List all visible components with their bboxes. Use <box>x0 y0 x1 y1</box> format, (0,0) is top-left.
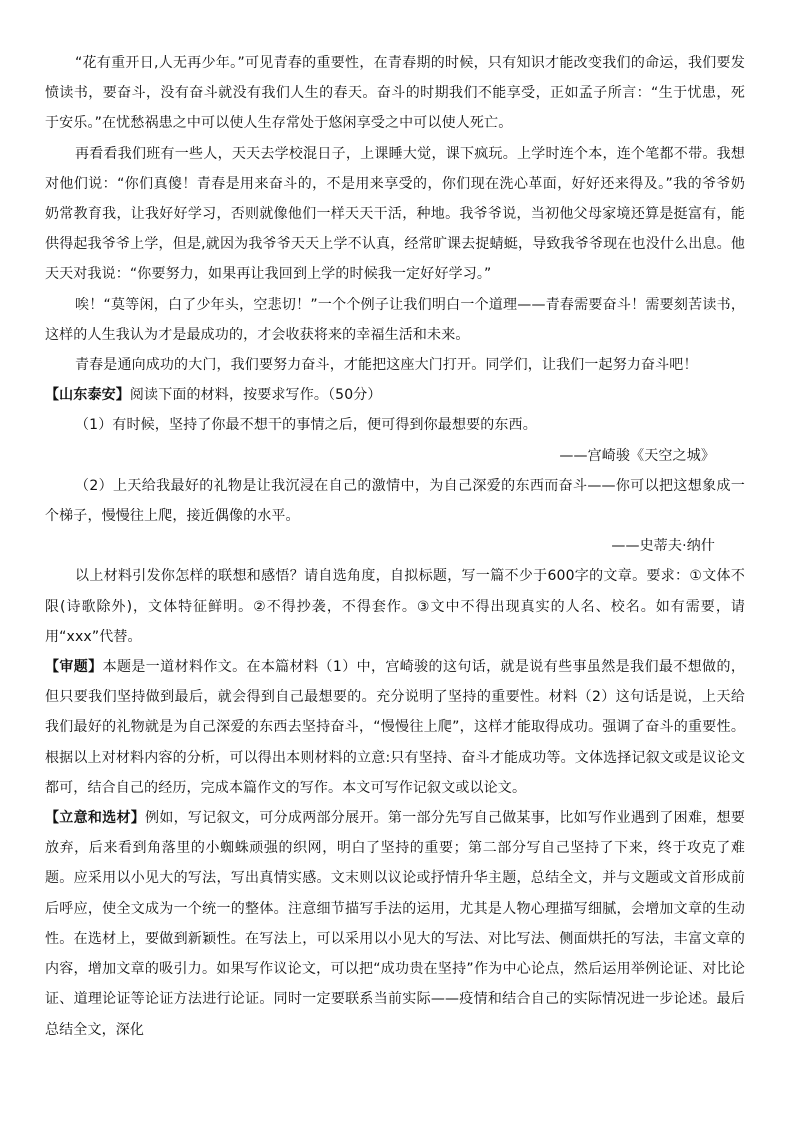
approach-paragraph <box>45 803 745 1045</box>
approach-text: 例如，写记叙文，可分成两部分展开。第一部分先写自己做某事，比如写作业遇到了困难，想要放弃，后来看到角落里的小蜘蛛顽强的织网，明白了坚持的重要；第二部分写自己坚持了下来，终于攻克了难题。应采用以小见大的写法，写出真情实感。文末则以议论或抒情升华主题，总结全文，并与文题或文首形成前后呼应，使全文成为一个统一的整体。注意细节描写手法的运用，尤其是人物心理描写细腻，会增加文章的生动性。在选材上，要做到新颖性。在写法上，可以采用以小见大的写法、对比写法、侧面烘托的写法，丰富文章的内容，增加文章的吸引力。如果写作议论文，可以把“成功贵在坚持”作为中心论点，然后运用举例论证、对比论证、道理论证等论证方法进行论证。同时一定要联系当前实际——疫情和结合自己的实际情况进一步论述。最后总结全文，深化 <box>45 810 745 1038</box>
essay-paragraph-1: “花有重开日,人无再少年。”可见青春的重要性，在青春期的时候，只有知识才能改变我们的命运，我们要发愤读书，要奋斗，没有奋斗就没有我们人生的春天。奋斗的时期我们不能享受，正如孟子所言：“生于忧患，死于安乐。”在忧愁祸患之中可以使人生存常处于悠闲享受之中可以使人死亡。 <box>45 55 745 132</box>
material-1-source: ——宫崎骏《天空之城》 <box>559 447 715 464</box>
material-2-source: ——史蒂夫·纳什 <box>611 538 715 555</box>
analysis-text: 本题是一道材料作文。在本篇材料（1）中，宫崎骏的这句话，就是说有些事虽然是我们最不想做的，但只要我们坚持做到最后，就会得到自己最想要的。充分说明了坚持的重要性。材料（2）这句话是说，上天给我们最好的礼物就是为自己深爱的东西去坚持奋斗，“慢慢往上爬”，这样才能取得成功。强调了奋斗的重要性。根据以上对材料内容的分析，可以得出本则材料的立意:只有坚持、奋斗才能成功等。文体选择记叙文或是议论文都可，结合自己的经历，完成本篇作文的写作。本文可写作记叙文或以论文。 <box>45 659 745 796</box>
essay-paragraph-2: 再看看我们班有一些人，天天去学校混日子，上课睡大觉，课下疯玩。上学时连个本，连个笔都不带。我想对他们说：“你们真傻！青春是用来奋斗的，不是用来享受的，你们现在洗心革面，好好还来得及。”我的爷爷奶奶常教育我，让我好好学习，否则就像他们一样天天干活，种地。我爷爷说，当初他父母家境还算是挺富有，能供得起我爷爷上学，但是,就因为我爷爷天天上学不认真，经常旷课去捉蜻蜓，导致我爷爷现在也没什么出息。他天天对我说：“你要努力，如果再让我回到上学的时候我一定好好学习。” <box>45 145 745 283</box>
essay-paragraph-3: 唉！“莫等闲，白了少年头，空悲切！”一个个例子让我们明白一个道理——青春需要奋斗！需要刻苦读书，这样的人生我认为才是最成功的，才会收获将来的幸福生活和未来。 <box>45 296 745 343</box>
material-2: （2）上天给我最好的礼物是让我沉浸在自己的激情中，为自己深爱的东西而奋斗——你可以把这想象成一个梯子，慢慢往上爬，接近偶像的水平。 <box>45 477 745 525</box>
document-page <box>45 48 745 1045</box>
prompt-intro-text: 阅读下面的材料，按要求写作。（50分） <box>129 387 382 404</box>
analysis-paragraph <box>45 652 745 803</box>
writing-requirement: 以上材料引发你怎样的联想和感悟？请自选角度，自拟标题，写一篇不少于600字的文章。要求：①文体不限(诗歌除外)，文体特征鲜明。②不得抄袭，不得套作。③文中不得出现真实的人名、校名。如有需要，请用“xxx”代替。 <box>45 568 745 645</box>
material-1: （1）有时候，坚持了你最不想干的事情之后，便可得到你最想要的东西。 <box>75 417 537 434</box>
prompt-intro <box>45 380 745 410</box>
analysis-tag: 【审题】 <box>45 659 103 676</box>
essay-paragraph-4: 青春是通向成功的大门，我们要努力奋斗，才能把这座大门打开。同学们，让我们一起努力奋斗吧！ <box>75 357 698 374</box>
prompt-source-tag: 【山东泰安】 <box>45 387 130 404</box>
approach-tag: 【立意和选材】 <box>45 810 146 827</box>
